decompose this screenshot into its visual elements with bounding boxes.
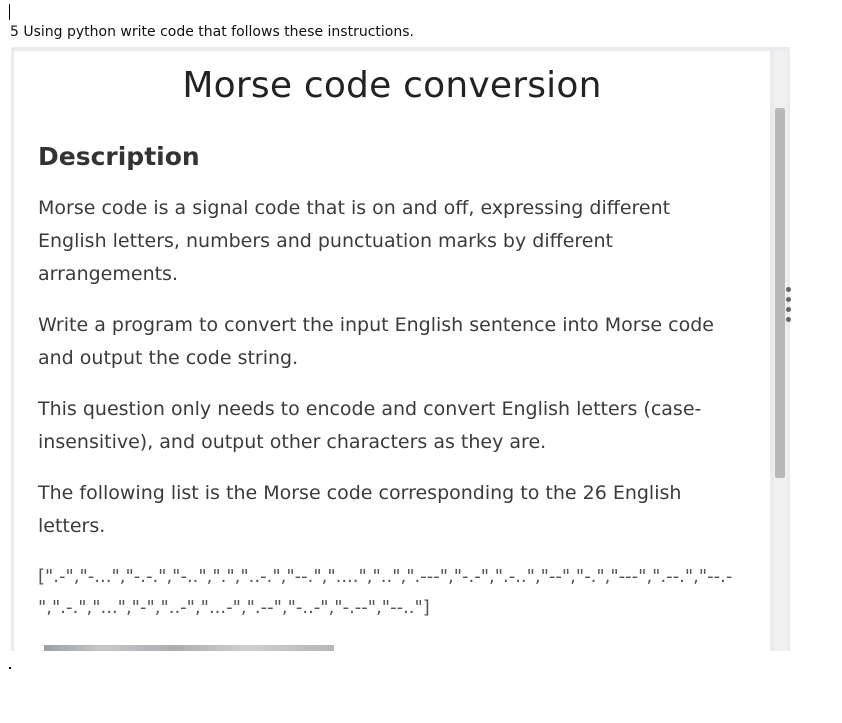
document-title: Morse code conversion [182,65,602,106]
embedded-image-fragment [44,645,334,651]
list-intro-paragraph: The following list is the Morse code corresponding to the 26 English letters. [38,482,682,537]
ellipsis-dot [786,317,791,322]
ellipsis-dot [786,287,791,292]
scrollbar-thumb[interactable] [775,108,785,478]
section-heading: Description [38,142,200,171]
vertical-ellipsis-icon[interactable] [786,287,792,327]
document-panel [14,51,770,651]
ellipsis-dot [786,307,791,312]
task-paragraph: Write a program to convert the input English sentence into Morse code and output the code string. [38,314,714,369]
text-cursor [9,4,10,20]
morse-code-list: [".-","-...","-.-.","-..",".","..-.","--.","....","..",".---","-.-",".-..","--","-.","---",".--.","--.-",".-.","...","-","..-","...-",".--","-..-","-.--","--.."] [38,566,733,618]
instruction-text: 5 Using python write code that follows these instructions. [10,24,414,40]
embedded-document-frame [11,47,790,651]
stray-dot [9,667,11,669]
scope-paragraph: This question only needs to encode and convert English letters (case-insensitive), and output other characters as they are. [38,398,702,453]
ellipsis-dot [786,297,791,302]
description-paragraph: Morse code is a signal code that is on and off, expressing different English letters, numbers and punctuation marks by different arrangements. [38,197,671,285]
